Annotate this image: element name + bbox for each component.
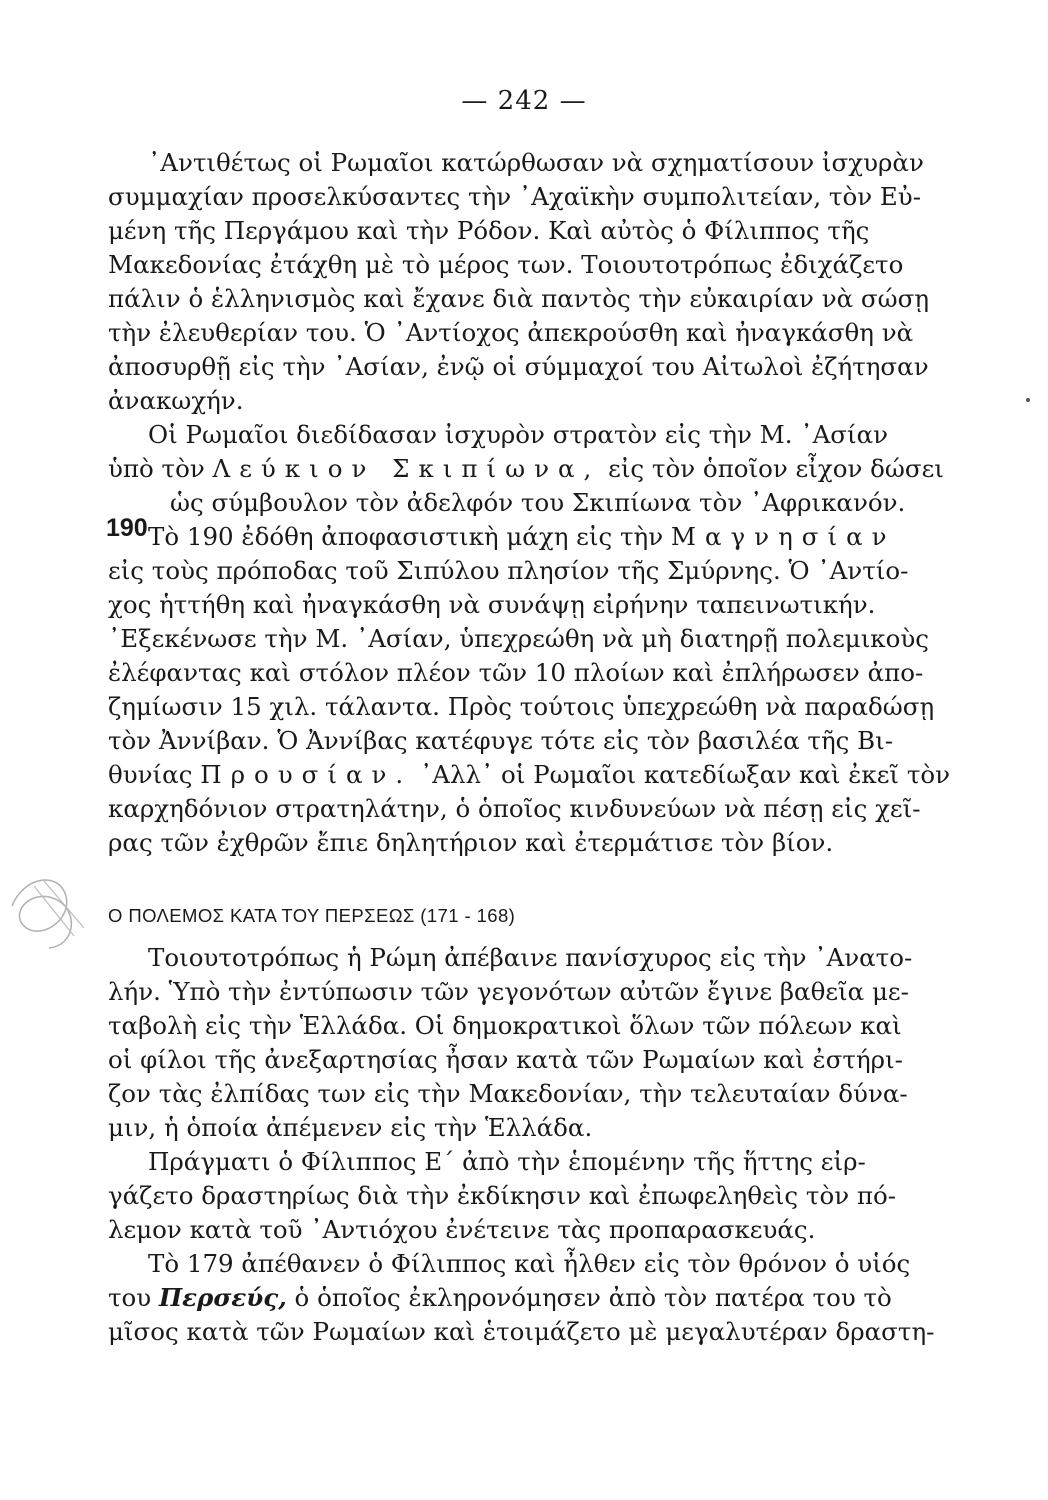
emphasized-name: Μαγνησίαν: [670, 522, 896, 551]
paragraph-line: ταβολὴ εἰς τὴν Ἑλλάδα. Οἱ δημοκρατικοὶ ὅλων τῶν πόλεων καὶ: [108, 1011, 902, 1040]
emphasized-name: Λεύκιον Σκιπίωνα,: [212, 454, 601, 483]
paragraph-line: μένη τῆς Περγάμου καὶ τὴν Ρόδον. Καὶ αὐτὸς ὁ Φίλιππος τῆς: [108, 216, 870, 245]
paragraph-line: ᾿Αντιθέτως οἱ Ρωμαῖοι κατώρθωσαν νὰ σχηματίσουν ἰσχυρὰν: [148, 148, 924, 177]
paragraph-line: Τὸ 179 ἀπέθανεν ὁ Φίλιππος καὶ ἦλθεν εἰς τὸν θρόνον ὁ υἱός: [148, 1249, 911, 1278]
page-number: — 242 —: [461, 86, 587, 116]
paragraph-line: καρχηδόνιον στρατηλάτην, ὁ ὁποῖος κινδυνεύων νὰ πέσῃ εἰς χεῖ-: [108, 794, 921, 823]
stray-mark: [1026, 398, 1030, 402]
text-fragment: Τὸ 190 ἐδόθη ἀποφασιστικὴ μάχη εἰς τὴν: [148, 522, 664, 551]
paragraph-line: ζημίωσιν 15 χιλ. τάλαντα. Πρὸς τούτοις ὑπεχρεώθη νὰ παραδώσῃ: [108, 692, 935, 721]
text-fragment: ὁ ὁποῖος ἐκληρονόμησεν ἀπὸ τὸν πατέρα του τὸ: [294, 1283, 892, 1312]
paragraph-line: ἀνακωχήν.: [108, 386, 244, 415]
paragraph-line: χος ἡττήθη καὶ ἠναγκάσθη νὰ συνάψῃ εἰρήνην ταπεινωτικήν.: [108, 590, 876, 619]
paragraph-line: ζον τὰς ἐλπίδας των εἰς τὴν Μακεδονίαν, τὴν τελευταίαν δύνα-: [108, 1079, 908, 1108]
section-1: [108, 146, 953, 860]
paragraph-line: ὡς σύμβουλον τὸν ἀδελφόν του Σκιπίωνα τὸν ᾿Αφρικανόν.: [170, 488, 906, 517]
paragraph-line: ᾿Εξεκένωσε τὴν Μ. ᾿Ασίαν, ὑπεχρεώθη νὰ μὴ διατηρῇ πολεμικοὺς: [108, 624, 929, 653]
text-fragment: εἰς τὸν ὁποῖον εἶχον δώσει: [608, 454, 944, 483]
paragraph-line: [108, 520, 953, 554]
paragraph-line: [108, 452, 953, 486]
paragraph-line: Τοιουτοτρόπως ἡ Ρώμη ἀπέβαινε πανίσχυρος εἰς τὴν ᾿Ανατο-: [148, 943, 913, 972]
paragraph-line: λήν. Ὑπὸ τὴν ἐντύπωσιν τῶν γεγονότων αὐτῶν ἔγινε βαθεῖα με-: [108, 977, 909, 1006]
text-fragment: ὑπὸ τὸν: [108, 454, 205, 483]
paragraph-line: Πράγματι ὁ Φίλιππος Ε΄ ἀπὸ τὴν ἑπομένην τῆς ἥττης εἰρ-: [148, 1147, 866, 1176]
pencil-scribble: [4, 866, 94, 956]
emphasized-name: Περσεύς,: [159, 1283, 287, 1312]
paragraph-line: τὴν ἐλευθερίαν του. Ὁ ᾿Αντίοχος ἀπεκρούσθη καὶ ἠναγκάσθη νὰ: [108, 318, 914, 347]
paragraph-line: οἱ φίλοι τῆς ἀνεξαρτησίας ἦσαν κατὰ τῶν Ρωμαίων καὶ ἐστήρι-: [108, 1045, 903, 1074]
paragraph-line: συμμαχίαν προσελκύσαντες τὴν ᾿Αχαϊκὴν συμπολιτείαν, τὸν Εὐ-: [108, 182, 921, 211]
margin-year-note: 190: [106, 514, 148, 542]
section-2: [108, 941, 953, 1349]
section-heading: Ο ΠΟΛΕΜΟΣ ΚΑΤΑ ΤΟΥ ΠΕΡΣΕΩΣ (171 - 168): [108, 905, 516, 926]
text-fragment: θυνίας: [108, 760, 193, 789]
text-fragment: του: [108, 1283, 152, 1312]
paragraph-line: τὸν Ἀννίβαν. Ὁ Ἀννίβας κατέφυγε τότε εἰς τὸν βασιλέα τῆς Βι-: [108, 726, 894, 755]
emphasized-name: Προυσίαν.: [200, 760, 413, 789]
paragraph-line: λεμον κατὰ τοῦ ᾿Αντιόχου ἐνέτεινε τὰς προπαρασκευάς.: [108, 1215, 816, 1244]
paragraph-line: ρας τῶν ἐχθρῶν ἔπιε δηλητήριον καὶ ἐτερμάτισε τὸν βίον.: [108, 828, 834, 857]
paragraph-line: μῖσος κατὰ τῶν Ρωμαίων καὶ ἑτοιμάζετο μὲ μεγαλυτέραν δραστη-: [108, 1317, 935, 1346]
paragraph-line: γάζετο δραστηρίως διὰ τὴν ἐκδίκησιν καὶ ἐπωφεληθεὶς τὸν πό-: [108, 1181, 897, 1210]
paragraph-line: ἀποσυρθῇ εἰς τὴν ᾿Ασίαν, ἐνῷ οἱ σύμμαχοί του Αἰτωλοὶ ἐζήτησαν: [108, 352, 929, 381]
paragraph-line: μιν, ἡ ὁποία ἀπέμενεν εἰς τὴν Ἑλλάδα.: [108, 1113, 593, 1142]
paragraph-line: Οἱ Ρωμαῖοι διεδίδασαν ἰσχυρὸν στρατὸν εἰς τὴν Μ. ᾿Ασίαν: [148, 420, 889, 449]
paragraph-line: [108, 758, 953, 792]
text-fragment: ᾿Αλλ᾿ οἱ Ρωμαῖοι κατεδίωξαν καὶ ἐκεῖ τὸν: [420, 760, 951, 789]
paragraph-line: πάλιν ὁ ἑλληνισμὸς καὶ ἔχανε διὰ παντὸς τὴν εὐκαιρίαν νὰ σώσῃ: [108, 284, 930, 313]
paragraph-line: εἰς τοὺς πρόποδας τοῦ Σιπύλου πλησίον τῆς Σμύρνης. Ὁ ᾿Αντίο-: [108, 556, 909, 585]
paragraph-line: Μακεδονίας ἐτάχθη μὲ τὸ μέρος των. Τοιουτοτρόπως ἐδιχάζετο: [108, 250, 904, 279]
paragraph-line: ἐλέφαντας καὶ στόλον πλέον τῶν 10 πλοίων καὶ ἐπλήρωσεν ἀπο-: [108, 658, 924, 687]
paragraph-line: [108, 1281, 953, 1315]
